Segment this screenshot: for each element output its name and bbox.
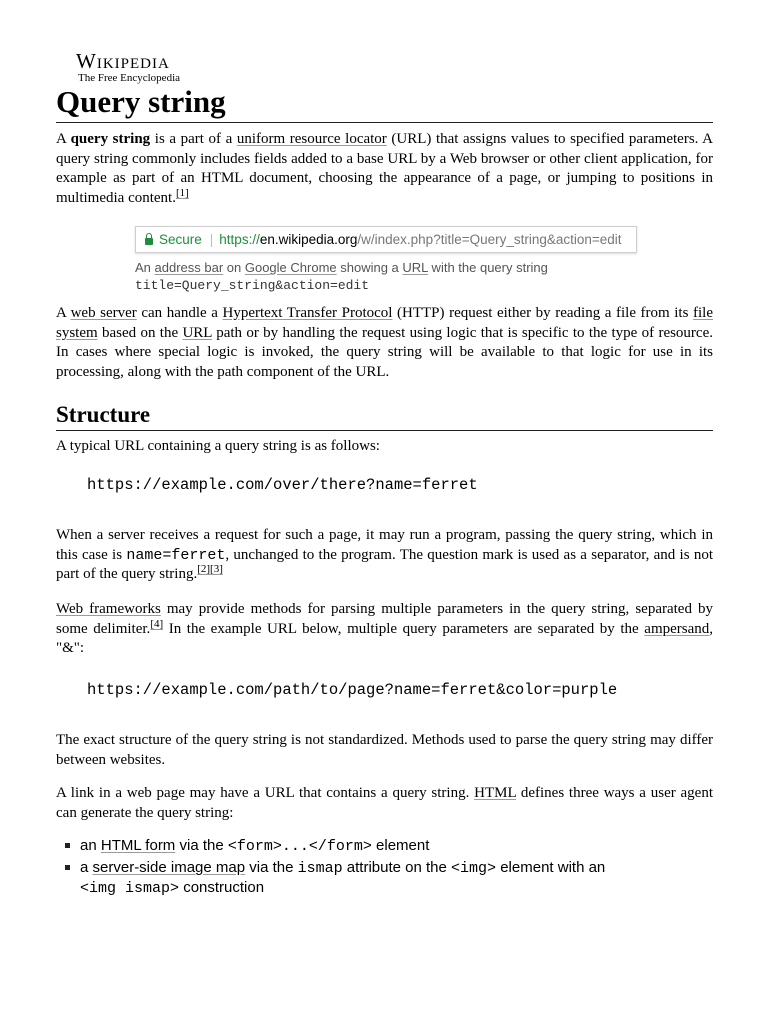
list-item: a server-side image map via the ismap attribute on the <img> element with an <img ismap> construction [80, 858, 680, 898]
code-example-2: https://example.com/path/to/page?name=ferret&color=purple [87, 681, 618, 699]
list-item: an HTML form via the <form>...</form> element [80, 836, 680, 856]
link-server-side-image-map[interactable]: server-side image map [92, 859, 246, 876]
section-heading-structure: Structure [56, 401, 713, 431]
ref-1[interactable]: [1] [175, 186, 189, 199]
link-http[interactable]: Hypertext Transfer Protocol [222, 305, 393, 321]
link-file-system[interactable]: file system [56, 305, 714, 341]
link-ampersand[interactable]: ampersand [644, 620, 710, 637]
logo-wordmark: Wikipedia [76, 49, 170, 73]
structure-paragraph-4: The exact structure of the query string is not standardized. Methods used to parse the query string may differ between websites. [56, 732, 713, 768]
address-bar-figure [135, 226, 637, 294]
wikipedia-logo[interactable] [76, 50, 196, 84]
link-web-server[interactable]: web server [70, 305, 137, 321]
query-generation-list [80, 836, 680, 900]
caption-code: title=Query_string&action=edit [135, 278, 370, 293]
code-example-1: https://example.com/over/there?name=ferret [87, 476, 478, 494]
structure-paragraph-3: Web frameworks may provide methods for parsing multiple parameters in the query string, separated by some delimiter.[4] In the example URL below, multiple query parameters are separated by the ampersand, "&": [56, 601, 714, 656]
link-url-2[interactable]: URL [182, 324, 212, 341]
link-web-frameworks[interactable]: Web frameworks [56, 601, 161, 617]
ref-2-3[interactable]: [2][3] [197, 563, 223, 575]
link-uniform-resource-locator[interactable]: uniform resource locator [236, 131, 387, 147]
intro-paragraph-2: A web server can handle a Hypertext Transfer Protocol (HTTP) request either by reading a file from its file system based on the URL path or by handling the request using logic that is specific to the type of resource. In cases where special logic is invoked, the query string will be available to that logic for use in its processing, along with the path component of the URL. [56, 305, 714, 380]
link-google-chrome[interactable]: Google Chrome [244, 260, 337, 275]
link-html-form[interactable]: HTML form [100, 837, 176, 854]
intro-paragraph-1: A query string is a part of a uniform resource locator (URL) that assigns values to specified parameters. A query string commonly includes fields added to a base URL by a Web browser or other client application, for example as part of an HTML document, choosing the appearance of a page, or jumping to positions in multimedia content.[1] [56, 131, 714, 206]
logo-tagline: The Free Encyclopedia [78, 72, 181, 84]
page-title: Query string [56, 84, 713, 123]
ref-4[interactable]: [4] [150, 617, 164, 630]
structure-paragraph-5: A link in a web page may have a URL that contains a query string. HTML defines three ways a user agent can generate the query string: [56, 785, 713, 821]
link-url[interactable]: URL [402, 260, 428, 275]
structure-paragraph-2: When a server receives a request for such a page, it may run a program, passing the query string, which in this case is name=ferret, unchanged to the program. The question mark is used as a separator, and is not part of the query string.[2][3] [56, 527, 713, 582]
address-bar-image: Secure | https://en.wikipedia.org/w/index.php?title=Query_string&action=edit [135, 226, 637, 253]
link-html[interactable]: HTML [474, 785, 517, 801]
structure-paragraph-1: A typical URL containing a query string is as follows: [56, 438, 380, 454]
figure-caption: An address bar on Google Chrome showing a URL with the query string title=Query_string&action=edit [135, 260, 548, 293]
lock-icon [145, 238, 153, 245]
link-address-bar[interactable]: address bar [154, 260, 224, 275]
